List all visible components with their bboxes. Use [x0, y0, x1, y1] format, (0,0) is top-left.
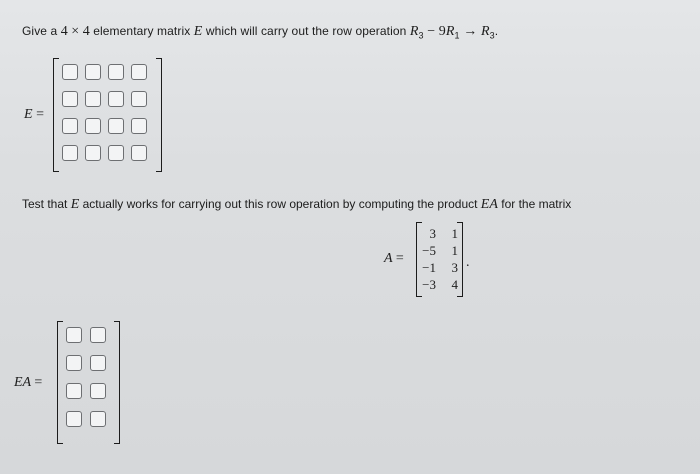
matrix-e-input-r1-c3[interactable]	[108, 64, 124, 80]
matrix-ea-input-r1-c1[interactable]	[66, 327, 82, 343]
matrix-ea-right-bracket	[114, 321, 120, 444]
matrix-ea-input-r2-c1[interactable]	[66, 355, 82, 371]
matrix-e-input-r3-c1[interactable]	[62, 118, 78, 134]
matrix-e-input-r1-c4[interactable]	[131, 64, 147, 80]
matrix-ea-input-r2-c2[interactable]	[90, 355, 106, 371]
matrix-a-entry: −1	[422, 260, 436, 275]
matrix-ea-input-r3-c2[interactable]	[90, 383, 106, 399]
matrix-ea-label: EA =	[14, 375, 43, 390]
matrix-e-input-r4-c3[interactable]	[108, 145, 124, 161]
matrix-e-input-r2-c3[interactable]	[108, 91, 124, 107]
matrix-a-entry: 3	[451, 260, 458, 275]
matrix-e-right-bracket	[156, 58, 162, 172]
matrix-a-entry: 3	[429, 226, 436, 241]
matrix-e-label: E =	[24, 107, 44, 122]
matrix-ea-left-bracket	[57, 321, 63, 444]
matrix-a-entry: −3	[422, 277, 436, 292]
matrix-a-entry: 1	[451, 226, 458, 241]
matrix-ea-input-r4-c2[interactable]	[90, 411, 106, 427]
question-text: Give a 4 × 4 elementary matrix E which will carry out the row operation $R_3 - 9R_1 \to R_3$.	[22, 24, 499, 41]
matrix-e-input-r4-c4[interactable]	[131, 145, 147, 161]
matrix-a-entry: 1	[451, 243, 458, 258]
matrix-e-input-r4-c2[interactable]	[85, 145, 101, 161]
matrix-e-input-r1-c1[interactable]	[62, 64, 78, 80]
matrix-a-entry: 4	[451, 277, 458, 292]
matrix-ea-input-r3-c1[interactable]	[66, 383, 82, 399]
test-instruction-text: Test that E actually works for carrying out this row operation by computing the product EA for the matrix	[22, 197, 572, 212]
matrix-a-period: .	[466, 255, 470, 270]
matrix-e-input-r2-c2[interactable]	[85, 91, 101, 107]
matrix-e-left-bracket	[53, 58, 59, 172]
matrix-e-input-r3-c2[interactable]	[85, 118, 101, 134]
matrix-e-input-r2-c1[interactable]	[62, 91, 78, 107]
matrix-e-input-r3-c4[interactable]	[131, 118, 147, 134]
matrix-e-input-r2-c4[interactable]	[131, 91, 147, 107]
matrix-e-input-r1-c2[interactable]	[85, 64, 101, 80]
matrix-a-label: A =	[384, 251, 404, 266]
matrix-a-entry: −5	[422, 243, 436, 258]
matrix-e-input-r3-c3[interactable]	[108, 118, 124, 134]
matrix-ea-input-r4-c1[interactable]	[66, 411, 82, 427]
matrix-ea-input-r1-c2[interactable]	[90, 327, 106, 343]
matrix-e-input-r4-c1[interactable]	[62, 145, 78, 161]
